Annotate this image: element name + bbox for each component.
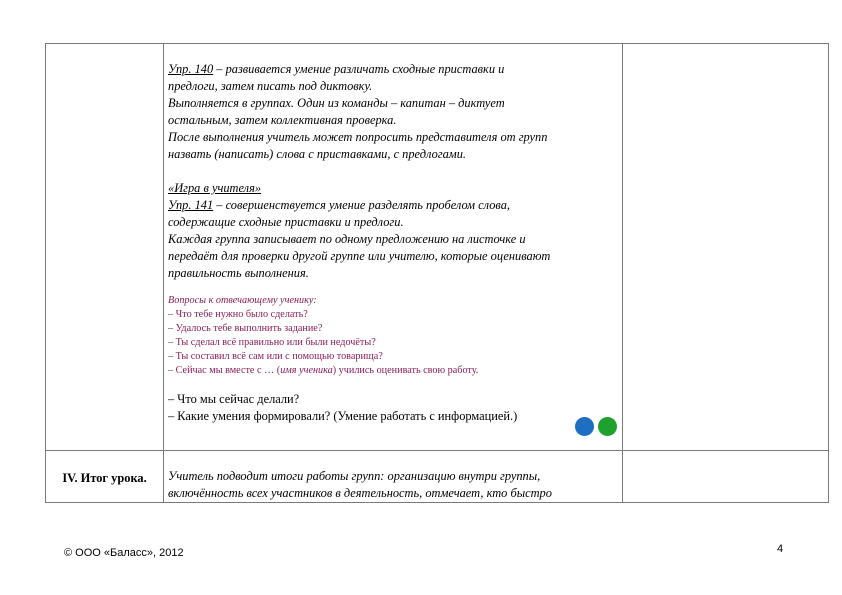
after-line1: После выполнения учитель может попросить представителя от групп [168, 130, 548, 144]
question-item: – Ты составил всё сам или с помощью товарища? [168, 351, 383, 362]
lesson-table [45, 43, 829, 503]
summary-question-1: – Что мы сейчас делали? [168, 392, 300, 406]
question-item: – Удалось тебе выполнить задание? [168, 323, 323, 334]
page-number: 4 [777, 543, 784, 555]
exercise-140-ref: Упр. 140 [168, 62, 214, 76]
exercise-140-text: – развивается умение различать сходные приставки и [213, 62, 505, 76]
question-item: – Что тебе нужно было сделать? [168, 309, 308, 320]
summary-question-2: – Какие умения формировали? (Умение работать с информацией.) [168, 409, 518, 423]
each-line3: правильность выполнения. [168, 266, 309, 280]
groups-line2: остальным, затем коллективная проверка. [168, 113, 397, 127]
question-item-last [168, 364, 617, 378]
blue-dot-icon [575, 417, 594, 436]
stage-title: IV. Итог урока. [62, 471, 147, 485]
row2-content-cell [168, 468, 617, 504]
question-last-pre: – Сейчас мы вместе с … ( [168, 365, 281, 376]
question-item: – Ты сделал всё правильно или были недочёты? [168, 337, 376, 348]
summary-line1: Учитель подводит итоги работы групп: организацию внутри группы, [168, 469, 541, 483]
groups-line1: Выполняется в группах. Один из команды – капитан – диктует [168, 96, 505, 110]
exercise-141-text: – совершенствуется умение разделять пробелом слова, [213, 198, 511, 212]
each-line2: передаёт для проверки другой группе или учителю, которые оценивают [168, 249, 551, 263]
summary-line2: включённость всех участников в деятельность, отмечает, кто быстро [168, 486, 552, 500]
exercise-141-line2: содержащие сходные приставки и предлоги. [168, 215, 404, 229]
game-title: «Игра в учителя» [168, 181, 262, 195]
green-dot-icon [598, 417, 617, 436]
questions-title: Вопросы к отвечающему ученику: [168, 295, 317, 306]
exercise-140-line1 [168, 61, 617, 78]
question-last-post: ) учились оценивать свою работу. [332, 365, 479, 376]
footer-copyright: © ООО «Баласс», 2012 [64, 547, 184, 559]
after-line2: назвать (написать) слова с приставками, с предлогами. [168, 147, 466, 161]
exercise-141-ref: Упр. 141 [168, 198, 214, 212]
question-last-emphasis: имя ученика [280, 365, 333, 376]
row2-stage-cell [46, 451, 163, 504]
column-divider [163, 44, 164, 502]
row1-content-cell [168, 61, 617, 451]
column-divider [622, 44, 623, 502]
exercise-141-line1 [168, 197, 617, 214]
exercise-140-line2: предлоги, затем писать под диктовку. [168, 79, 373, 93]
each-line1: Каждая группа записывает по одному предложению на листочке и [168, 232, 526, 246]
